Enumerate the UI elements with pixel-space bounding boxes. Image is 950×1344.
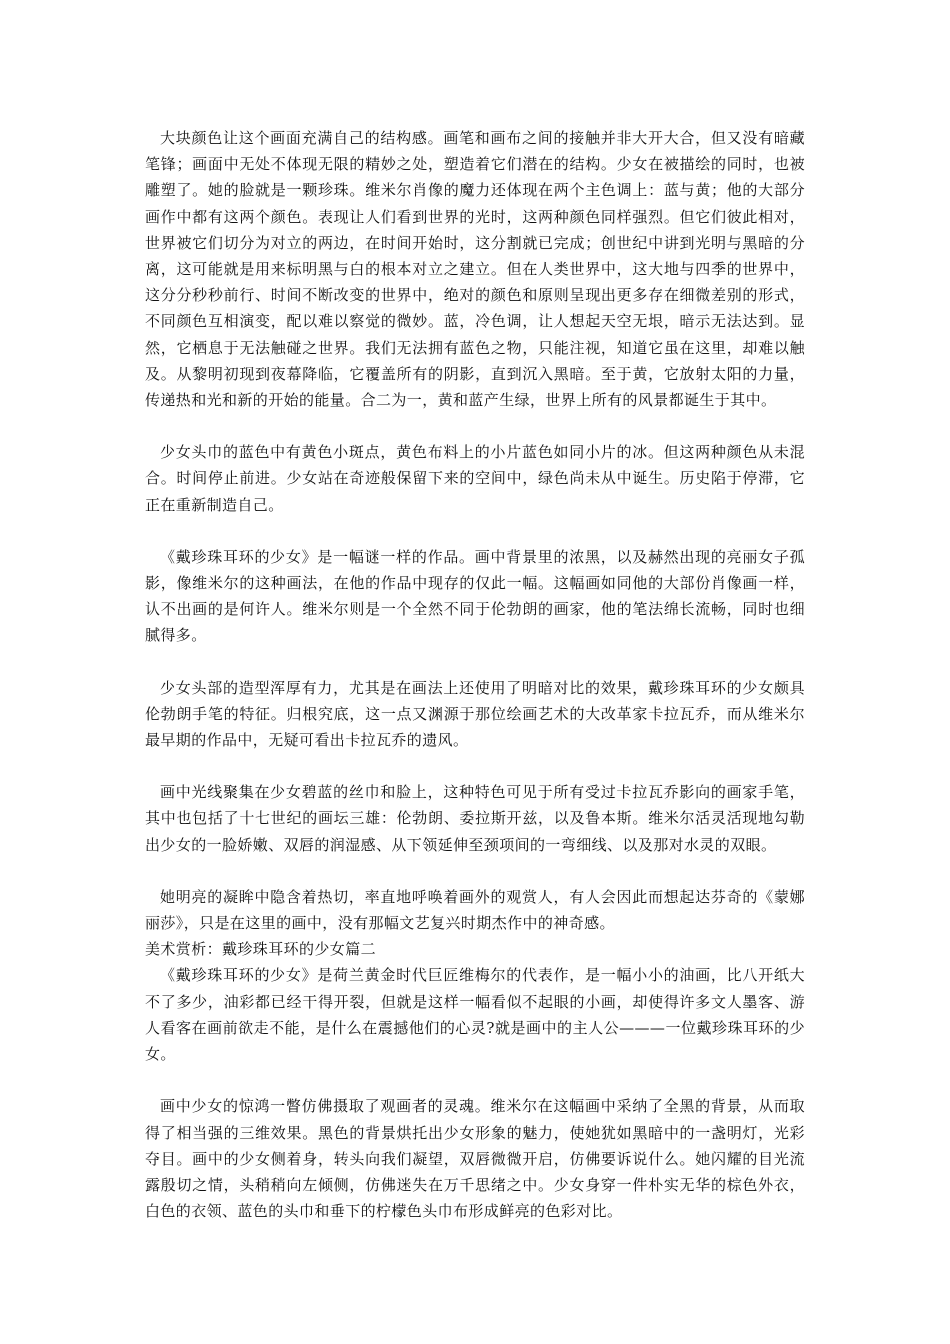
paragraph-gap bbox=[145, 518, 805, 544]
paragraph-4: 少女头部的造型浑厚有力，尤其是在画法上还使用了明暗对比的效果，戴珍珠耳环的少女颇具伦勃朗手笔的特征。归根究底，这一点又渊源于那位绘画艺术的大改革家卡拉瓦乔，而从维米尔最早期的作品中，无疑可看出卡拉瓦乔的遗风。 bbox=[145, 678, 805, 750]
paragraph-8: 画中少女的惊鸿一瞥仿佛摄取了观画者的灵魂。维米尔在这幅画中采纳了全黑的背景，从而取得了相当强的三维效果。黑色的背景烘托出少女形象的魅力，使她犹如黑暗中的一盏明灯，光彩夺目。画中的少女侧着身，转头向我们凝望，双唇微微开启，仿佛要诉说什么。她闪耀的目光流露殷切之情，头稍稍向左倾侧，仿佛迷失在万千思绪之中。少女身穿一件朴实无华的棕色外衣，白色的衣领、蓝色的头巾和垂下的柠檬色头巾布形成鲜亮的色彩对比。 bbox=[145, 1097, 805, 1221]
document-body bbox=[145, 125, 805, 1224]
paragraph-gap bbox=[145, 858, 805, 884]
paragraph-gap bbox=[145, 649, 805, 675]
paragraph-7: 《戴珍珠耳环的少女》是荷兰黄金时代巨匠维梅尔的代表作，是一幅小小的油画，比八开纸大不了多少，油彩都已经干得开裂，但就是这样一幅看似不起眼的小画，却使得许多文人墨客、游人看客在画前欲走不能，是什么在震撼他们的心灵?就是画中的主人公———一位戴珍珠耳环的少女。 bbox=[145, 966, 805, 1064]
section-heading: 美术赏析：戴珍珠耳环的少女篇二 bbox=[145, 940, 377, 959]
paragraph-gap bbox=[145, 1067, 805, 1093]
paragraph-5: 画中光线聚集在少女碧蓝的丝巾和脸上，这种特色可见于所有受过卡拉瓦乔影向的画家手笔，其中也包括了十七世纪的画坛三雄：伦勃朗、委拉斯开兹，以及鲁本斯。维米尔活灵活现地勾勒出少女的一脸娇嫩、双唇的润湿感、从下领延伸至颈项间的一弯细线、以及那对水灵的双眼。 bbox=[145, 783, 805, 854]
paragraph-3: 《戴珍珠耳环的少女》是一幅谜一样的作品。画中背景里的浓黑，以及赫然出现的亮丽女子孤影，像维米尔的这种画法，在他的作品中现存的仅此一幅。这幅画如同他的大部份肖像画一样，认不出画的是何许人。维米尔则是一个全然不同于伦勃朗的画家，他的笔法绵长流畅，同时也细腻得多。 bbox=[145, 547, 805, 645]
paragraph-gap bbox=[145, 753, 805, 779]
paragraph-2: 少女头巾的蓝色中有黄色小斑点，黄色布料上的小片蓝色如同小片的冰。但这两种颜色从未混合。时间停止前进。少女站在奇迹般保留下来的空间中，绿色尚未从中诞生。历史陷于停滞，它正在重新制造自己。 bbox=[145, 443, 805, 514]
paragraph-gap bbox=[145, 413, 805, 439]
paragraph-6: 她明亮的凝眸中隐含着热切，率直地呼唤着画外的观赏人，有人会因此而想起达芬奇的《蒙娜丽莎》，只是在这里的画中，没有那幅文艺复兴时期杰作中的神奇感。 bbox=[145, 887, 805, 933]
paragraph-1: 大块颜色让这个画面充满自己的结构感。画笔和画布之间的接触并非大开大合，但又没有暗藏笔锋；画面中无处不体现无限的精妙之处，塑造着它们潜在的结构。少女在被描绘的同时，也被雕塑了。她的脸就是一颗珍珠。维米尔肖像的魔力还体现在两个主色调上：蓝与黄；他的大部分画作中都有这两个颜色。表现让人们看到世界的光时，这两种颜色同样强烈。但它们彼此相对，世界被它们切分为对立的两边，在时间开始时，这分割就已完成；创世纪中讲到光明与黑暗的分离，这可能就是用来标明黑与白的根本对立之建立。但在人类世界中，这大地与四季的世界中，这分分秒秒前行、时间不断改变的世界中，绝对的颜色和原则呈现出更多存在细微差别的形式，不同颜色互相演变，配以难以察觉的微妙。蓝，冷色调，让人想起天空无垠，暗示无法达到。显然，它栖息于无法触碰之世界。我们无法拥有蓝色之物，只能注视，知道它虽在这里，却难以触及。从黎明初现到夜幕降临，它覆盖所有的阴影，直到沉入黑暗。至于黄，它放射太阳的力量，传递热和光和新的开始的能量。合二为一，黄和蓝产生绿，世界上所有的风景都诞生于其中。 bbox=[145, 129, 805, 410]
